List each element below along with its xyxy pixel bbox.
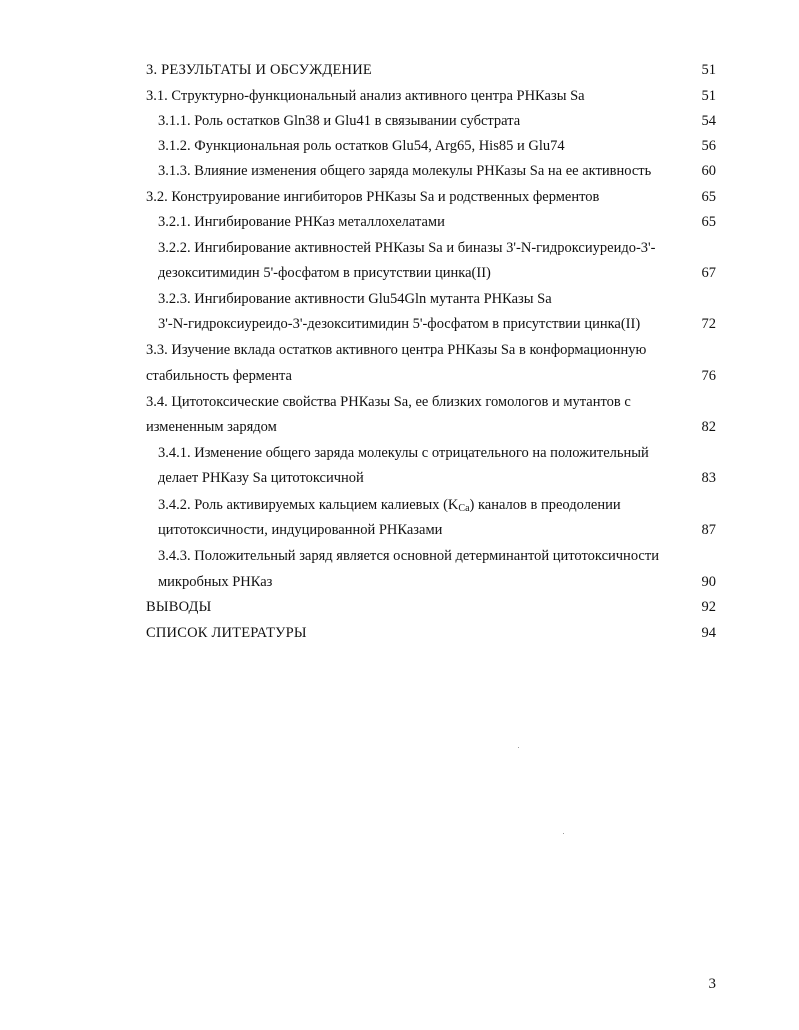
toc-page-number: 56	[701, 138, 716, 154]
toc-page-number: 60	[701, 163, 716, 179]
toc-entry-3-3-line-1: 3.3. Изучение вклада остатков активного центра РНКазы Sa в конформационную	[146, 342, 647, 358]
toc-entry-3-4-2-line-2: цитотоксичности, индуцированной РНКазами	[158, 522, 443, 538]
toc-entry-3-4-3-line-2: микробных РНКаз	[158, 574, 273, 590]
toc-page-number: 87	[701, 522, 716, 538]
toc-entry-3-4-1-line-2: делает РНКазу Sa цитотоксичной	[158, 470, 364, 486]
toc-page-number: 72	[701, 316, 716, 332]
toc-page-number: 54	[701, 113, 716, 129]
toc-entry-chapter-3: 3. РЕЗУЛЬТАТЫ И ОБСУЖДЕНИЕ	[146, 62, 372, 78]
scan-speck	[518, 747, 519, 748]
toc-entry-conclusions: ВЫВОДЫ	[146, 599, 212, 615]
toc-entry-3-2-1: 3.2.1. Ингибирование РНКаз металлохелатами	[158, 214, 445, 230]
toc-page-number: 67	[701, 265, 716, 281]
toc-text-fragment: 3.4.2. Роль активируемых кальцием калиевых (K	[158, 497, 459, 513]
toc-page-number: 90	[701, 574, 716, 590]
toc-page-number: 82	[701, 419, 716, 435]
toc-entry-3-1-1: 3.1.1. Роль остатков Gln38 и Glu41 в связывании субстрата	[158, 113, 521, 129]
toc-entry-3-1: 3.1. Структурно-функциональный анализ активного центра РНКазы Sa	[146, 88, 585, 104]
toc-entry-3-4-line-1: 3.4. Цитотоксические свойства РНКазы Sa, ее близких гомологов и мутантов с	[146, 394, 631, 410]
toc-entry-references: СПИСОК ЛИТЕРАТУРЫ	[146, 625, 307, 641]
toc-page-number: 92	[701, 599, 716, 615]
toc-entry-3-4-2-line-1	[158, 496, 621, 514]
toc-entry-3-2-3-line-1: 3.2.3. Ингибирование активности Glu54Gln мутанта РНКазы Sa	[158, 291, 552, 307]
toc-entry-3-1-2: 3.1.2. Функциональная роль остатков Glu54, Arg65, His85 и Glu74	[158, 138, 565, 154]
toc-page-number: 51	[701, 62, 716, 78]
toc-page-number: 94	[701, 625, 716, 641]
subscript-ca: Ca	[458, 503, 470, 514]
page-number: 3	[708, 976, 716, 992]
toc-entry-3-4-1-line-1: 3.4.1. Изменение общего заряда молекулы с отрицательного на положительный	[158, 445, 649, 461]
toc-entry-3-2: 3.2. Конструирование ингибиторов РНКазы Sa и родственных ферментов	[146, 189, 600, 205]
toc-entry-3-2-3-line-2: 3'-N-гидроксиуреидо-3'-дезокситимидин 5'-фосфатом в присутствии цинка(II)	[158, 316, 641, 332]
toc-text-fragment: ) каналов в преодолении	[469, 497, 621, 513]
scan-speck	[563, 833, 564, 834]
toc-page-number: 65	[701, 214, 716, 230]
toc-page-number: 51	[701, 88, 716, 104]
toc-entry-3-4-line-2: измененным зарядом	[146, 419, 277, 435]
toc-page-number: 76	[701, 368, 716, 384]
toc-entry-3-4-3-line-1: 3.4.3. Положительный заряд является основной детерминантой цитотоксичности	[158, 548, 659, 564]
toc-page-number: 65	[701, 189, 716, 205]
toc-entry-3-2-2-line-2: дезокситимидин 5'-фосфатом в присутствии цинка(II)	[158, 265, 491, 281]
toc-entry-3-2-2-line-1: 3.2.2. Ингибирование активностей РНКазы Sa и биназы 3'-N-гидроксиуреидо-3'-	[158, 240, 656, 256]
toc-entry-3-3-line-2: стабильность фермента	[146, 368, 292, 384]
toc-page-number: 83	[701, 470, 716, 486]
toc-entry-3-1-3: 3.1.3. Влияние изменения общего заряда молекулы РНКазы Sa на ее активность	[158, 163, 652, 179]
